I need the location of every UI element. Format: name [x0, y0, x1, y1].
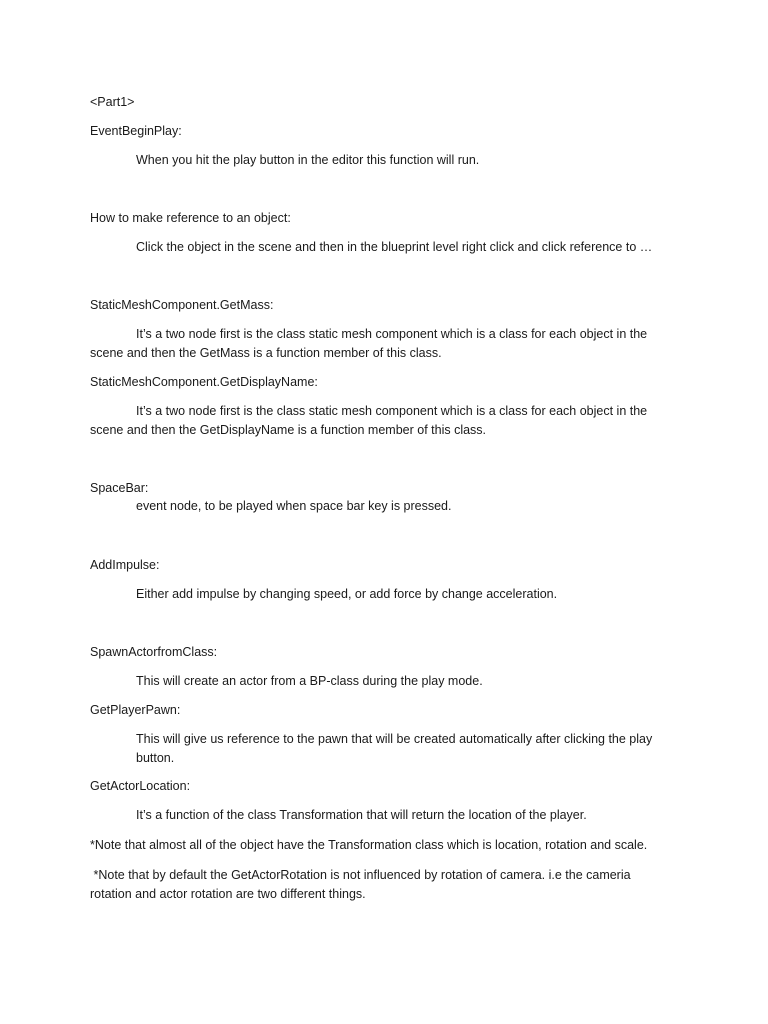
- section-body-get-mass-line1: It’s a two node first is the class static mesh component which is a class for each object in the: [136, 327, 648, 341]
- section-heading-make-reference: How to make reference to an object:: [90, 211, 291, 225]
- section-body-spawn-actor: This will create an actor from a BP-class during the play mode.: [136, 674, 483, 688]
- section-body-space-bar: event node, to be played when space bar key is pressed.: [136, 499, 452, 513]
- note-actor-rotation-line1: *Note that by default the GetActorRotation is not influenced by rotation of camera. i.e the cameria: [90, 868, 631, 882]
- section-body-get-actor-location: It’s a function of the class Transformation that will return the location of the player.: [136, 808, 587, 822]
- section-body-get-player-pawn-line2: button.: [136, 751, 175, 765]
- section-heading-get-display-name: StaticMeshComponent.GetDisplayName:: [90, 375, 318, 389]
- section-heading-get-player-pawn: GetPlayerPawn:: [90, 703, 181, 717]
- section-body-get-mass-line2: scene and then the GetMass is a function member of this class.: [90, 346, 442, 360]
- section-body-make-reference: Click the object in the scene and then in the blueprint level right click and click reference to …: [136, 240, 653, 254]
- section-body-get-display-name-line1: It’s a two node first is the class static mesh component which is a class for each object in the: [136, 404, 648, 418]
- section-body-get-display-name-line2: scene and then the GetDisplayName is a function member of this class.: [90, 423, 487, 437]
- note-actor-rotation-line2: rotation and actor rotation are two different things.: [90, 887, 366, 901]
- section-heading-space-bar: SpaceBar:: [90, 481, 149, 495]
- section-heading-spawn-actor: SpawnActorfromClass:: [90, 645, 218, 659]
- section-heading-get-actor-location: GetActorLocation:: [90, 779, 191, 793]
- section-body-event-begin-play: When you hit the play button in the editor this function will run.: [136, 153, 480, 167]
- section-body-add-impulse: Either add impulse by changing speed, or add force by change acceleration.: [136, 587, 558, 601]
- part-label: <Part1>: [90, 95, 135, 109]
- note-transformation: *Note that almost all of the object have the Transformation class which is location, rotation and scale.: [90, 838, 648, 852]
- section-body-get-player-pawn-line1: This will give us reference to the pawn that will be created automatically after clicking the play: [136, 732, 653, 746]
- section-heading-get-mass: StaticMeshComponent.GetMass:: [90, 298, 274, 312]
- section-heading-add-impulse: AddImpulse:: [90, 558, 160, 572]
- section-heading-event-begin-play: EventBeginPlay:: [90, 124, 182, 138]
